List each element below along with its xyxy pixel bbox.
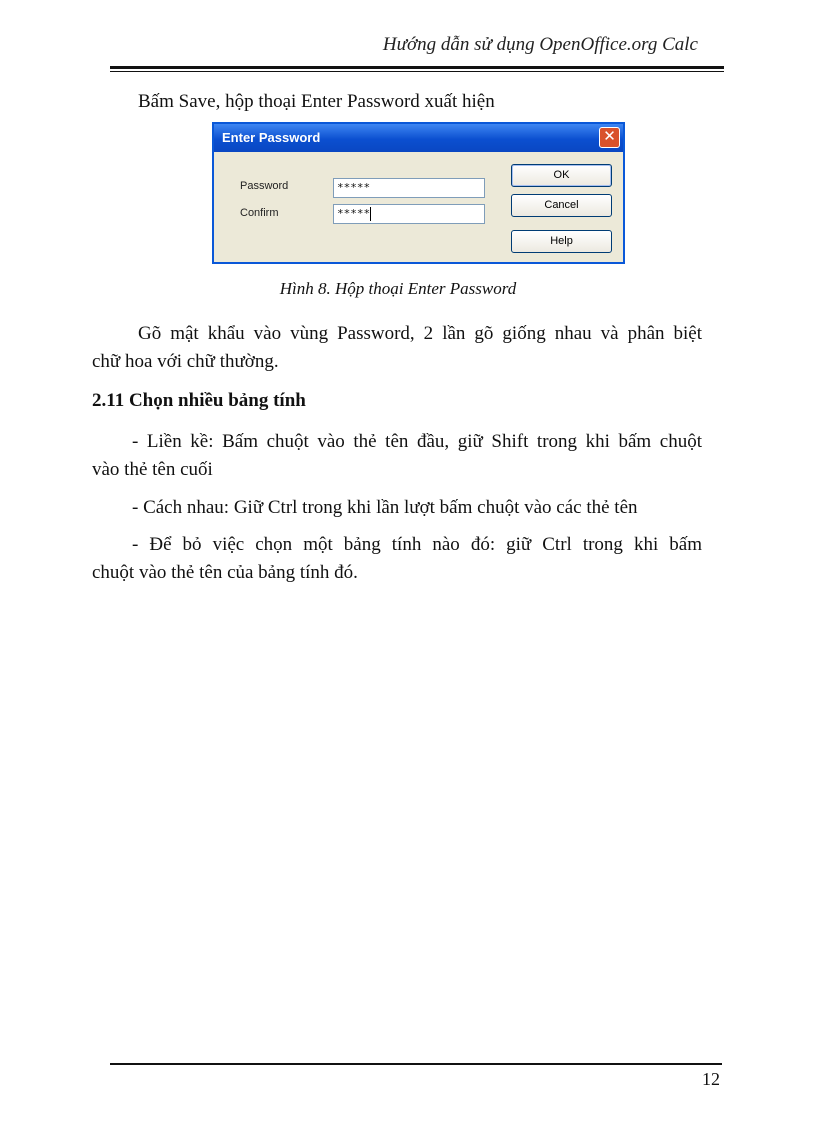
- header-rule-thin: [110, 71, 724, 72]
- ok-button[interactable]: OK: [511, 164, 612, 187]
- header-rule-thick: [110, 66, 724, 69]
- password-label: Password: [240, 180, 289, 192]
- footer-rule: [110, 1063, 722, 1065]
- dialog-titlebar[interactable]: [214, 124, 623, 152]
- help-button[interactable]: Help: [511, 230, 612, 253]
- section-heading: 2.11 Chọn nhiều bảng tính: [92, 390, 306, 411]
- confirm-label: Confirm: [240, 207, 279, 219]
- dialog-title: Enter Password: [222, 130, 321, 145]
- text-caret: [370, 207, 371, 221]
- confirm-input-value: *****: [337, 207, 371, 220]
- para1-line2: chữ hoa với chữ thường.: [92, 351, 279, 372]
- cancel-button[interactable]: Cancel: [511, 194, 612, 217]
- page-header-title: Hướng dẫn sử dụng OpenOffice.org Calc: [382, 34, 698, 55]
- confirm-input[interactable]: [333, 204, 485, 224]
- close-icon[interactable]: ✕: [599, 127, 620, 148]
- intro-text: Bấm Save, hộp thoại Enter Password xuất hiện: [138, 91, 495, 112]
- bullet1-line1: - Liền kề: Bấm chuột vào thẻ tên đầu, giữ Shift trong khi bấm chuột: [132, 431, 702, 452]
- password-input-value: *****: [337, 181, 371, 194]
- bullet2: - Cách nhau: Giữ Ctrl trong khi lần lượt bấm chuột vào các thẻ tên: [132, 497, 638, 518]
- bullet3-line1: - Để bỏ việc chọn một bảng tính nào đó: giữ Ctrl trong khi bấm: [132, 534, 702, 555]
- para1-line1: Gõ mật khẩu vào vùng Password, 2 lần gõ giống nhau và phân biệt: [138, 323, 702, 344]
- bullet1-line2: vào thẻ tên cuối: [92, 459, 213, 480]
- page-number: 12: [702, 1069, 720, 1089]
- figure-caption: Hình 8. Hộp thoại Enter Password: [279, 279, 517, 298]
- enter-password-dialog: [212, 122, 625, 264]
- password-input[interactable]: [333, 178, 485, 198]
- bullet3-line2: chuột vào thẻ tên của bảng tính đó.: [92, 562, 358, 583]
